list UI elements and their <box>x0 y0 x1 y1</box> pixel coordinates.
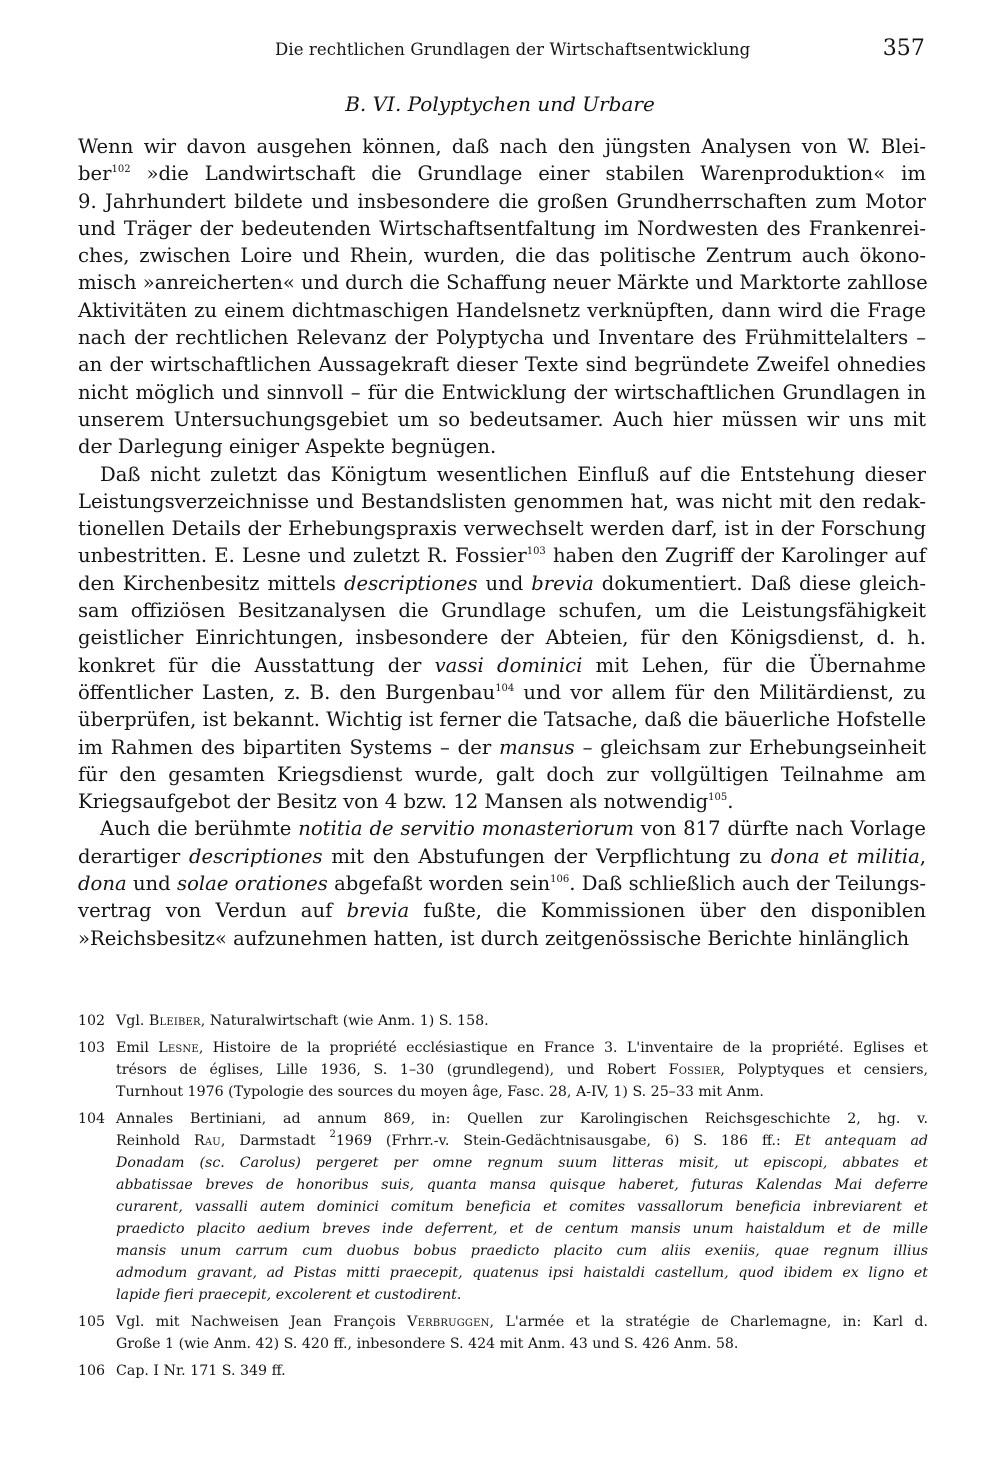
text-line: tionellen Details der Erhebungspraxis verwechselt werden darf, ist in der Forschung <box>78 517 926 541</box>
text-line: ber$^{102}$ »die Landwirtschaft die Grundlage einer stabilen Warenproduktion« im <box>78 162 926 186</box>
footnote-number: 106 <box>78 1363 106 1379</box>
text-line: und Träger der bedeutenden Wirtschaftsentfaltung im Nordwesten des Frankenrei- <box>78 216 926 240</box>
text-line: Daß nicht zuletzt das Königtum wesentlichen Einfluß auf die Entstehung dieser <box>100 462 926 486</box>
paragraph <box>78 461 926 816</box>
footnote-line: Cap. I Nr. 171 S. 349 ff. <box>116 1363 286 1379</box>
paragraph <box>78 133 926 461</box>
paragraph <box>78 815 926 951</box>
text-line: Wenn wir davon ausgehen können, daß nach den jüngsten Analysen von W. Blei- <box>78 135 926 158</box>
footnote <box>78 1037 928 1103</box>
text-line: Auch die berühmte notitia de servitio monasteriorum von 817 dürfte nach Vorlage <box>100 817 926 841</box>
text-line: sam offiziösen Besitzanalysen die Grundlage schufen, um die Leistungsfähigkeit <box>78 599 926 623</box>
text-line: öffentlicher Lasten, z. B. den Burgenbau$^{104}$ und vor allem für den Militärdienst, zu <box>78 680 927 704</box>
text-line: an der wirtschaftlichen Aussagekraft dieser Texte sind begründete Zweifel ohnedies <box>78 353 926 377</box>
footnote-line: praedicto placito aedium breves inde deferrent, et de centum mansis unum haistaldum et de mille <box>116 1221 928 1237</box>
page-number: 357 <box>882 36 925 61</box>
footnote <box>78 1311 928 1355</box>
section-title: B. VI. Polyptychen und Urbare <box>345 92 655 116</box>
footnote-line: Große 1 (wie Anm. 42) S. 420 ff., inbesondere S. 424 mit Anm. 43 und S. 426 Anm. 58. <box>116 1336 739 1352</box>
footnote <box>78 1010 928 1032</box>
footnote-number: 102 <box>78 1013 106 1029</box>
text-line: unbestritten. E. Lesne und zuletzt R. Fossier$^{103}$ haben den Zugriff der Karolinger auf <box>78 544 927 568</box>
footnote-line: Donadam (sc. Carolus) pergeret per omne regnum suum litteras misit, ut episcopi, abbates et <box>116 1155 928 1171</box>
footnote-line: Vgl. mit Nachweisen Jean François Verbruggen, L'armée et la stratégie de Charlemagne, in: Karl d. <box>116 1314 928 1330</box>
footnote-number: 104 <box>78 1111 106 1127</box>
text-line: Aktivitäten zu einem dichtmaschigen Handelsnetz verknüpften, dann wird die Frage <box>78 298 926 322</box>
text-line: dona und solae orationes abgefaßt worden sein$^{106}$. Daß schließlich auch der Teilungs- <box>78 872 926 896</box>
footnote-number: 103 <box>78 1040 106 1056</box>
footnote-line: admodum gravant, ad Pistas mitti praecepit, quatenus ipsi haistaldi castellum, quod ibidem ex ligno et <box>116 1265 928 1281</box>
text-line: »Reichsbesitz« aufzunehmen hatten, ist durch zeitgenössische Berichte hinlänglich <box>78 926 910 950</box>
text-line: Kriegsaufgebot der Besitz von 4 bzw. 12 Mansen als notwendig$^{105}$. <box>78 790 734 814</box>
text-line: im Rahmen des bipartiten Systems – der mansus – gleichsam zur Erhebungseinheit <box>78 735 926 759</box>
text-line: für den gesamten Kriegsdienst wurde, galt doch zur vollgültigen Teilnahme am <box>78 762 926 786</box>
text-line: unserem Untersuchungsgebiet um so bedeutsamer. Auch hier müssen wir uns mit <box>78 407 926 431</box>
footnote-line: Reinhold Rau, Darmstadt $^2$1969 (Frhrr.-v. Stein-Gedächtnisausgabe, 6) S. 186 ff.: Et antequam ad <box>116 1129 928 1149</box>
footnote-line: curarent, vassalli autem dominici comitum beneficia et comites vassallorum beneficia inbreviarent et <box>116 1199 928 1215</box>
text-line: ches, zwischen Loire und Rhein, wurden, die das politische Zentrum auch ökono- <box>78 244 926 268</box>
footnote-line: trésors de églises, Lille 1936, S. 1–30 (grundlegend), und Robert Fossier, Polyptyques et censiers, <box>116 1062 928 1078</box>
footnote-line: mansis unum carrum cum duobus bobus praedicto placito cum aliis exeniis, quae regnum illius <box>116 1243 928 1259</box>
text-line: geistlicher Einrichtungen, insbesondere der Abteien, für den Königsdienst, d. h. <box>78 626 926 650</box>
footnote-line: Emil Lesne, Histoire de la propriété ecclésiastique en France 3. L'inventaire de la propriété. Eglises et <box>116 1040 928 1056</box>
footnote-line: Annales Bertiniani, ad annum 869, in: Quellen zur Karolingischen Reichsgeschichte 2, hg. v. <box>116 1111 928 1127</box>
footnote-line: Vgl. Bleiber, Naturalwirtschaft (wie Anm. 1) S. 158. <box>116 1013 489 1029</box>
footnote-number: 105 <box>78 1314 106 1330</box>
text-line: 9. Jahrhundert bildete und insbesondere die großen Grundherrschaften zum Motor <box>78 189 926 213</box>
text-line: nach der rechtlichen Relevanz der Polyptycha und Inventare des Frühmittelalters – <box>78 326 926 350</box>
running-title: Die rechtlichen Grundlagen der Wirtschaftsentwicklung <box>275 40 751 59</box>
text-line: überprüfen, ist bekannt. Wichtig ist ferner die Tatsache, daß die bäuerliche Hofstelle <box>78 708 927 732</box>
text-line: derartiger descriptiones mit den Abstufungen der Verpflichtung zu dona et militia, <box>78 844 926 868</box>
body-text <box>78 133 926 952</box>
footnote <box>78 1360 928 1382</box>
text-line: nicht möglich und sinnvoll – für die Entwicklung der wirtschaftlichen Grundlagen in <box>78 380 926 404</box>
text-line: misch »anreicherten« und durch die Schaffung neuer Märkte und Marktorte zahllose <box>78 271 928 295</box>
footnote-line: abbatissae breves de honoribus suis, quanta mansa quisque haberet, futuras Kalendas Mai deferre <box>116 1177 928 1193</box>
footnote <box>78 1108 928 1306</box>
text-line: der Darlegung einiger Aspekte begnügen. <box>78 435 497 459</box>
text-line: den Kirchenbesitz mittels descriptiones und brevia dokumentiert. Daß diese gleich- <box>78 571 926 595</box>
footnote-line: Turnhout 1976 (Typologie des sources du moyen âge, Fasc. 28, A-IV, 1) S. 25–33 mit Anm. <box>116 1084 764 1100</box>
footnotes <box>78 1010 928 1387</box>
footnote-line: lapide fieri praecepit, excolerent et custodirent. <box>116 1287 462 1303</box>
text-line: konkret für die Ausstattung der vassi dominici mit Lehen, für die Übernahme <box>78 653 927 677</box>
text-line: vertrag von Verdun auf brevia fußte, die Kommissionen über den disponiblen <box>78 899 926 923</box>
text-line: Leistungsverzeichnisse und Bestandslisten genommen hat, was nicht mit den redak- <box>78 489 926 513</box>
